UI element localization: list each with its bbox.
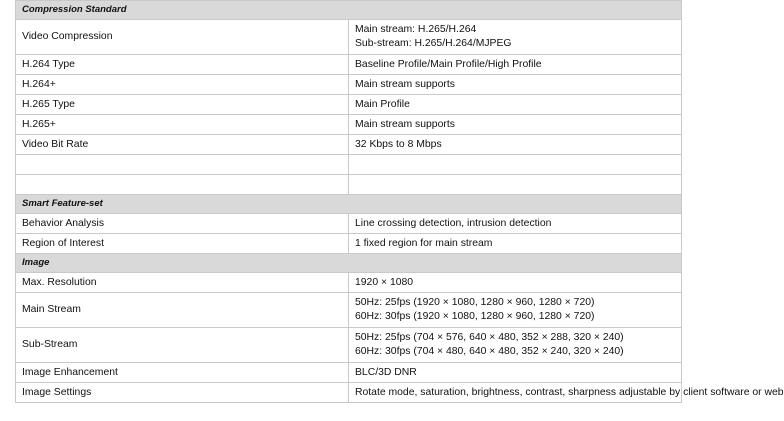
spec-label: Video Compression (16, 20, 349, 55)
spec-value: 1920 × 1080 (349, 273, 682, 293)
empty-cell (16, 175, 349, 195)
spec-label: H.264+ (16, 75, 349, 95)
spec-row (16, 75, 682, 95)
spec-value: BLC/3D DNR (349, 363, 682, 383)
spec-table (15, 0, 784, 403)
empty-cell (349, 155, 682, 175)
spec-row (16, 293, 682, 328)
spec-label: H.265 Type (16, 95, 349, 115)
spec-value-line: 60Hz: 30fps (1920 × 1080, 1280 × 960, 1280 × 720) (355, 311, 595, 322)
spec-row (16, 55, 682, 75)
spec-label: Image Settings (16, 383, 349, 403)
spec-label: Main Stream (16, 293, 349, 328)
spec-label: Behavior Analysis (16, 214, 349, 234)
spec-row (16, 383, 682, 403)
spec-value: Main Profile (349, 95, 682, 115)
spec-row (16, 363, 682, 383)
spec-row (16, 273, 682, 293)
empty-cell (349, 175, 682, 195)
spec-value (349, 293, 682, 328)
spec-value: Baseline Profile/Main Profile/High Profile (349, 55, 682, 75)
section-title: Image (16, 254, 682, 273)
spec-value (349, 20, 682, 55)
spec-value-line: 50Hz: 25fps (704 × 576, 640 × 480, 352 × 288, 320 × 240) (355, 332, 624, 343)
empty-cell (16, 155, 349, 175)
spec-value: Main stream supports (349, 115, 682, 135)
section-header-image (16, 254, 682, 273)
spec-value (349, 328, 682, 363)
section-header-compression (16, 1, 682, 20)
spec-label: Sub-Stream (16, 328, 349, 363)
spec-label: Video Bit Rate (16, 135, 349, 155)
spec-label: Image Enhancement (16, 363, 349, 383)
section-title: Compression Standard (16, 1, 682, 20)
spec-value: Main stream supports (349, 75, 682, 95)
section-header-smart (16, 195, 682, 214)
spec-row (16, 95, 682, 115)
spec-row (16, 214, 682, 234)
spec-row (16, 135, 682, 155)
spec-value: 32 Kbps to 8 Mbps (349, 135, 682, 155)
spec-value: Rotate mode, saturation, brightness, contrast, sharpness adjustable by client software or web (349, 383, 682, 403)
spec-label: Region of Interest (16, 234, 349, 254)
empty-row (16, 155, 682, 175)
spec-value-line: 60Hz: 30fps (704 × 480, 640 × 480, 352 × 240, 320 × 240) (355, 346, 624, 357)
spec-value: 1 fixed region for main stream (349, 234, 682, 254)
spec-value-line: Main stream: H.265/H.264 (355, 24, 477, 35)
spec-value-line: 50Hz: 25fps (1920 × 1080, 1280 × 960, 1280 × 720) (355, 297, 595, 308)
spec-row (16, 115, 682, 135)
spec-label: H.264 Type (16, 55, 349, 75)
spec-row (16, 234, 682, 254)
spec-value: Line crossing detection, intrusion detection (349, 214, 682, 234)
spec-value-line: Sub-stream: H.265/H.264/MJPEG (355, 38, 512, 49)
spec-label: Max. Resolution (16, 273, 349, 293)
section-title: Smart Feature-set (16, 195, 682, 214)
spec-row (16, 20, 682, 55)
spec-label: H.265+ (16, 115, 349, 135)
empty-row (16, 175, 682, 195)
spec-row (16, 328, 682, 363)
